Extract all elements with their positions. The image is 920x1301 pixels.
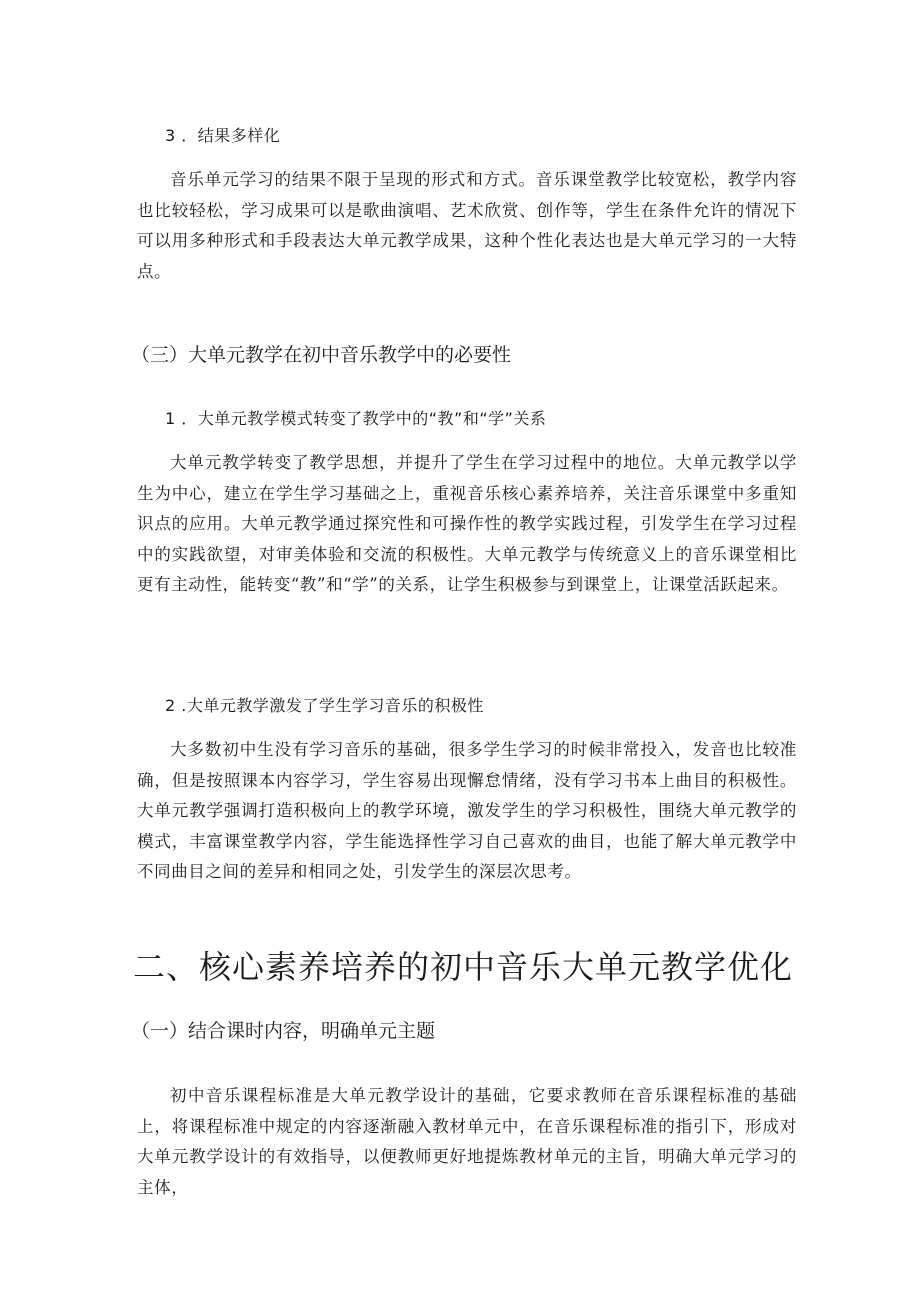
paragraph-result-diversity: 音乐单元学习的结果不限于呈现的形式和方式。音乐课堂教学比较宽松，教学内容也比较轻松，学习成果可以是歌曲演唱、艺术欣赏、创作等，学生在条件允许的情况下可以用多种形式和手段表达大单元教学成果，这种个性化表达也是大单元学习的一大特点。 — [137, 170, 797, 281]
heading-result-diversity: 3 ．结果多样化 — [165, 126, 281, 145]
heading-necessity: （三）大单元教学在初中音乐教学中的必要性 — [131, 344, 512, 366]
paragraph-teaching-relation: 大单元教学转变了教学思想，并提升了学生在学习过程中的地位。大单元教学以学生为中心，建立在学生学习基础之上，重视音乐核心素养培养，关注音乐课堂中多重知识点的应用。大单元教学通过探究性和可操作性的教学实践过程，引发学生在学习过程中的实践欲望，对审美体验和交流的积极性。大单元教学与传统意义上的音乐课堂相比更有主动性，能转变“教”和“学”的关系，让学生积极参与到课堂上，让课堂活跃起来。 — [137, 453, 797, 594]
paragraph-motivation: 大多数初中生没有学习音乐的基础，很多学生学习的时候非常投入，发音也比较准确，但是按照课本内容学习，学生容易出现懈怠情绪，没有学习书本上曲目的积极性。大单元教学强调打造积极向上的教学环境，激发学生的学习积极性，围绕大单元教学的模式，丰富课堂教学内容，学生能选择性学习自己喜欢的曲目，也能了解大单元教学中不同曲目之间的差异和相同之处，引发学生的深层次思考。 — [137, 740, 797, 881]
heading-unit-theme: （一）结合课时内容，明确单元主题 — [131, 1020, 436, 1042]
heading-motivation: 2 .大单元教学激发了学生学习音乐的积极性 — [165, 696, 484, 715]
heading-teaching-relation: 1 ．大单元教学模式转变了教学中的“教”和“学”关系 — [165, 409, 547, 428]
chapter-title: 二、核心素养培养的初中音乐大单元教学优化 — [133, 948, 794, 986]
paragraph-unit-theme: 初中音乐课程标准是大单元教学设计的基础，它要求教师在音乐课程标准的基础上，将课程标准中规定的内容逐渐融入教材单元中，在音乐课程标准的指引下，形成对大单元教学设计的有效指导，以便教师更好地提炼教材单元的主旨，明确大单元学习的主体， — [137, 1086, 797, 1197]
